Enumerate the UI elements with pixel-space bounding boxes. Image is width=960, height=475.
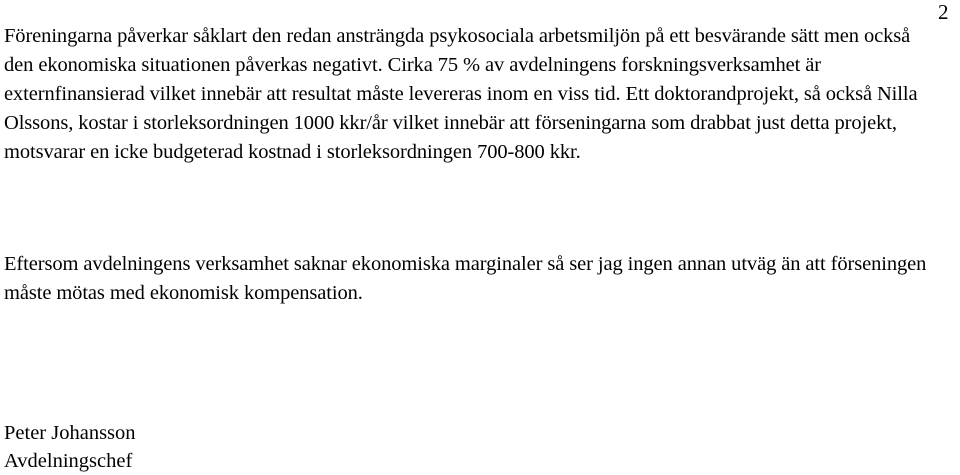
signature-block <box>4 419 136 475</box>
page-number: 2 <box>938 0 949 24</box>
signature-name: Peter Johansson <box>4 422 136 444</box>
body-paragraph: Eftersom avdelningens verksamhet saknar ekonomiska marginaler så ser jag ingen annan utväg än att förseningen måste mötas med ekonomisk kompensation. <box>4 253 927 304</box>
signature-title: Avdelningschef <box>4 450 133 472</box>
body-paragraph: Föreningarna påverkar såklart den redan ansträngda psykosociala arbetsmiljön på ett besvärande sätt men också den ekonomiska situationen påverkas negativt. Cirka 75 % av avdelningens forskningsverksamhet är externfinansierad vilket innebär att resultat måste levereras inom en viss tid. Ett doktorandprojekt, så också Nilla Olssons, kostar i storleksordningen 1000 kkr/år vilket innebär att förseningarna som drabbat just detta projekt, motsvarar en icke budgeterad kostnad i storleksordningen 700-800 kkr. <box>4 25 918 163</box>
